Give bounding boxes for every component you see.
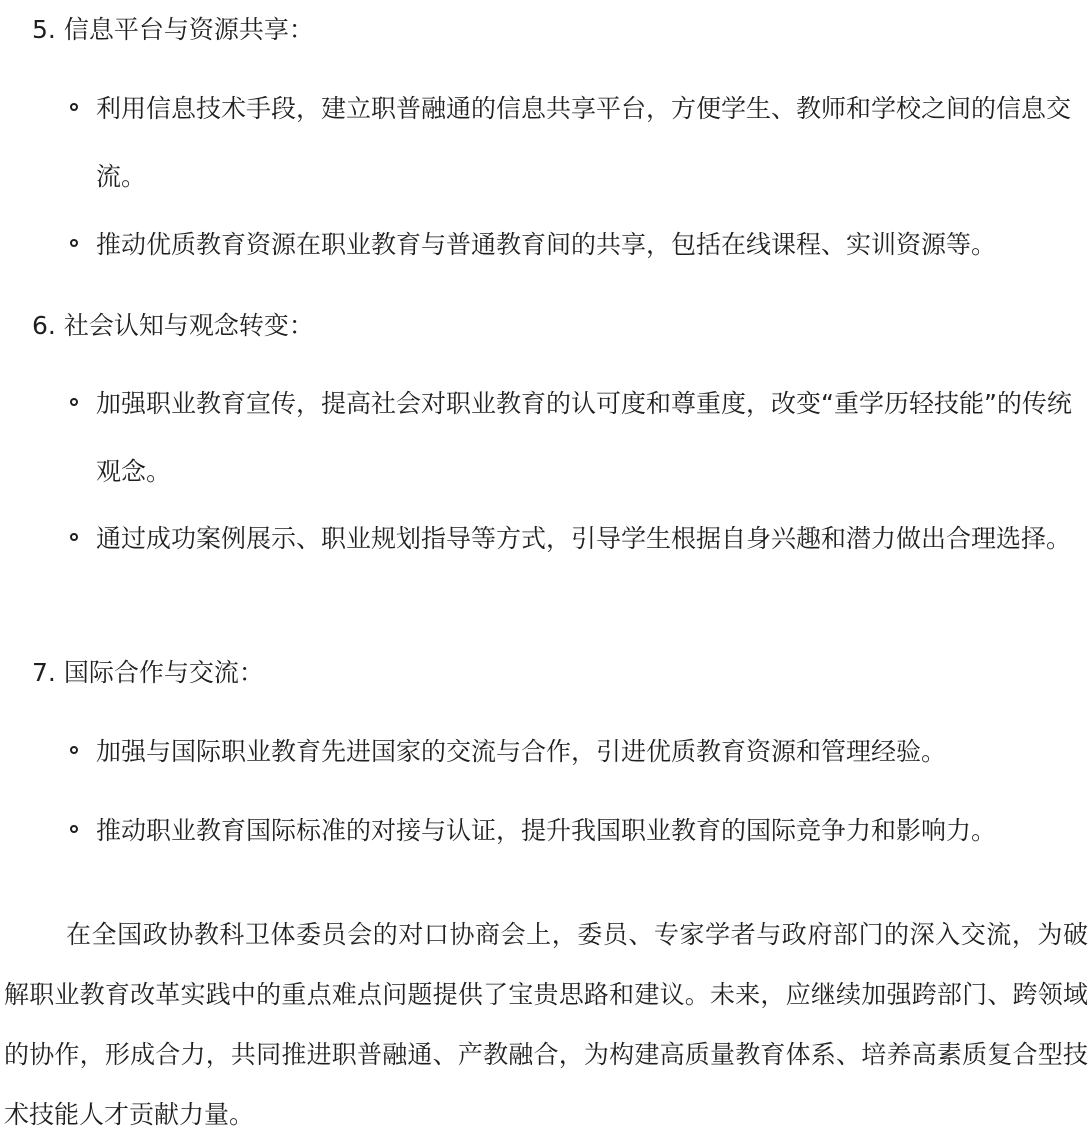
- hollow-circle-bullet-icon: [70, 103, 78, 111]
- section-title: 国际合作与交流：: [63, 658, 264, 687]
- list-item-text: 推动职业教育国际标准的对接与认证，提升我国职业教育的国际竞争力和影响力。: [96, 816, 997, 845]
- list-item: [96, 75, 1088, 211]
- list-item-text: 通过成功案例展示、职业规划指导等方式，引导学生根据自身兴趣和潜力做出合理选择。: [96, 524, 1072, 553]
- hollow-circle-bullet-icon: [70, 825, 78, 833]
- section-title: 社会认知与观念转变：: [63, 311, 314, 340]
- section-number: 6.: [32, 311, 56, 340]
- list-item: [96, 797, 1088, 865]
- hollow-circle-bullet-icon: [70, 239, 78, 247]
- list-item-text: 利用信息技术手段，建立职普融通的信息共享平台，方便学生、教师和学校之间的信息交流。: [96, 94, 1072, 191]
- section-heading-7: [32, 660, 264, 685]
- section-number: 7.: [32, 658, 56, 687]
- section-title: 信息平台与资源共享：: [63, 15, 314, 44]
- section-heading-6: [32, 313, 314, 338]
- list-item: [96, 370, 1088, 506]
- hollow-circle-bullet-icon: [70, 398, 78, 406]
- list-item: [96, 505, 1088, 573]
- list-item: [96, 718, 1088, 786]
- section-heading-5: [32, 17, 314, 42]
- list-item-text: 加强职业教育宣传，提高社会对职业教育的认可度和尊重度，改变“重学历轻技能”的传统观念。: [96, 389, 1072, 486]
- list-item-text: 推动优质教育资源在职业教育与普通教育间的共享，包括在线课程、实训资源等。: [96, 230, 997, 259]
- closing-paragraph: 在全国政协教科卫体委员会的对口协商会上，委员、专家学者与政府部门的深入交流，为破解职业教育改革实践中的重点难点问题提供了宝贵思路和建议。未来，应继续加强跨部门、跨领域的协作，形成合力，共同推进职普融通、产教融合，为构建高质量教育体系、培养高素质复合型技术技能人才贡献力量。: [4, 920, 1088, 1129]
- list-item-text: 加强与国际职业教育先进国家的交流与合作，引进优质教育资源和管理经验。: [96, 737, 947, 766]
- hollow-circle-bullet-icon: [70, 746, 78, 754]
- list-item: [96, 211, 1088, 279]
- section-number: 5.: [32, 15, 56, 44]
- hollow-circle-bullet-icon: [70, 533, 78, 541]
